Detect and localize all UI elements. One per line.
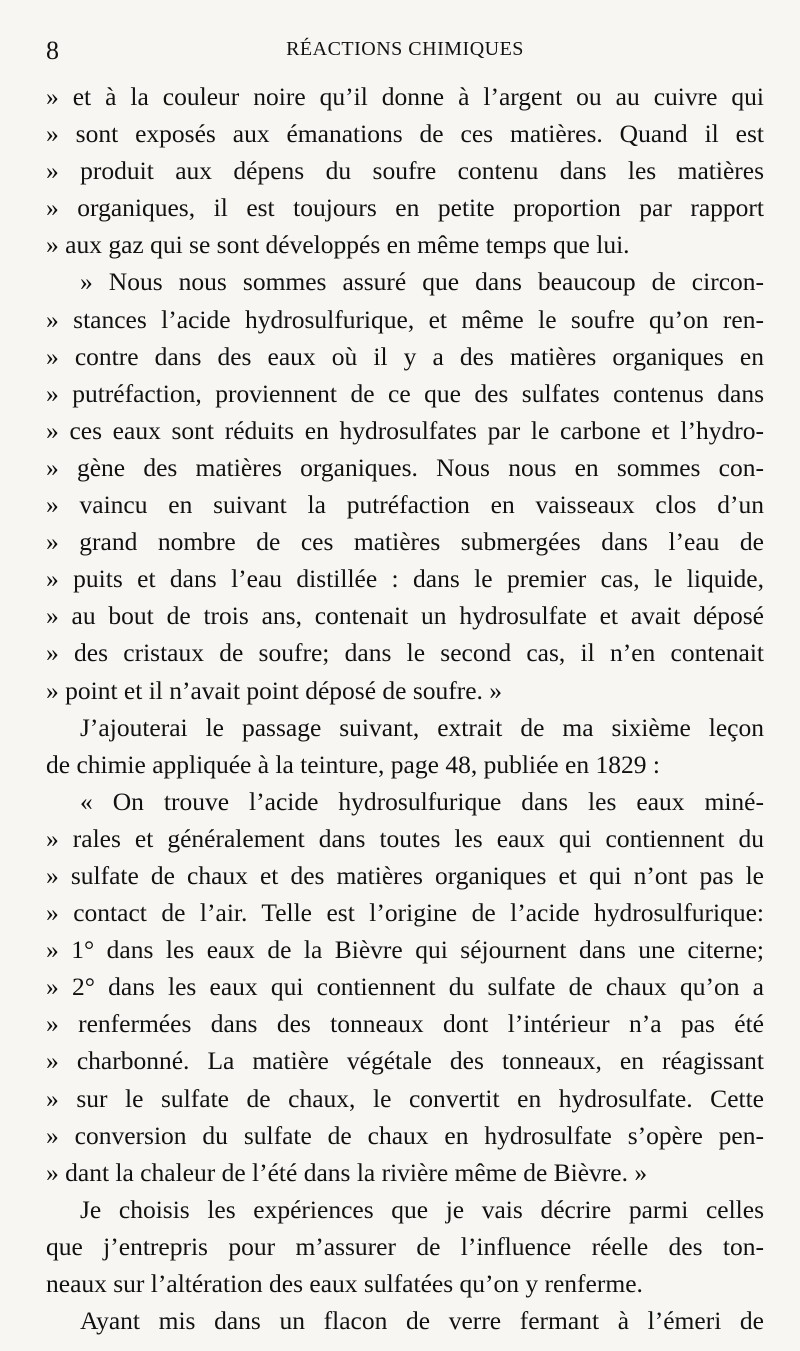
text-line: que j’entrepris pour m’assurer de l’influence réelle des ton-	[46, 1231, 764, 1261]
text-line: » rales et généralement dans toutes les eaux qui contiennent du	[46, 823, 764, 853]
text-line: » renfermées dans des tonneaux dont l’intérieur n’a pas été	[46, 1009, 764, 1039]
body-text	[46, 78, 764, 1339]
text-line: » grand nombre de ces matières submergées dans l’eau de	[46, 527, 764, 557]
text-line: » putréfaction, proviennent de ce que des sulfates contenus dans	[46, 378, 764, 408]
text-line: Ayant mis dans un flacon de verre fermant à l’émeri de	[80, 1306, 764, 1336]
text-line: » ces eaux sont réduits en hydrosulfates par le carbone et l’hydro-	[46, 415, 764, 445]
text-line: » dant la chaleur de l’été dans la rivière même de Bièvre. »	[46, 1157, 648, 1187]
text-line: » point et il n’avait point déposé de soufre. »	[46, 675, 503, 705]
text-line: » conversion du sulfate de chaux en hydrosulfate s’opère pen-	[46, 1120, 764, 1150]
text-line: J’ajouterai le passage suivant, extrait de ma sixième leçon	[80, 712, 764, 742]
text-line: » vaincu en suivant la putréfaction en vaisseaux clos d’un	[46, 490, 764, 520]
text-line: « On trouve l’acide hydrosulfurique dans les eaux miné-	[80, 786, 764, 816]
text-line: » au bout de trois ans, contenait un hydrosulfate et avait déposé	[46, 601, 764, 631]
text-line: » produit aux dépens du soufre contenu dans les matières	[46, 156, 764, 186]
text-line: Je choisis les expériences que je vais décrire parmi celles	[80, 1194, 764, 1224]
text-line: » stances l’acide hydrosulfurique, et même le soufre qu’on ren-	[46, 304, 764, 334]
text-line: » puits et dans l’eau distillée : dans le premier cas, le liquide,	[46, 564, 764, 594]
running-head: RÉACTIONS CHIMIQUES	[286, 38, 524, 60]
text-line: » charbonné. La matière végétale des tonneaux, en réagissant	[46, 1046, 764, 1076]
text-line: » des cristaux de soufre; dans le second cas, il n’en contenait	[46, 638, 764, 668]
text-line: » sulfate de chaux et des matières organiques et qui n’ont pas le	[46, 860, 764, 890]
text-line: » contact de l’air. Telle est l’origine de l’acide hydrosulfurique:	[46, 898, 764, 928]
text-line: » sur le sulfate de chaux, le convertit en hydrosulfate. Cette	[46, 1083, 764, 1113]
text-line: » 1° dans les eaux de la Bièvre qui séjournent dans une citerne;	[46, 935, 764, 965]
text-line: » aux gaz qui se sont développés en même temps que lui.	[46, 230, 630, 260]
text-line: » organiques, il est toujours en petite proportion par rapport	[46, 193, 764, 223]
text-line: neaux sur l’altération des eaux sulfatées qu’on y renferme.	[46, 1269, 643, 1298]
text-line: » sont exposés aux émanations de ces matières. Quand il est	[46, 119, 764, 149]
text-line: de chimie appliquée à la teinture, page 48, publiée en 1829 :	[46, 749, 660, 779]
page-number: 8	[46, 36, 59, 65]
text-line: » gène des matières organiques. Nous nous en sommes con-	[46, 452, 764, 482]
text-line: » et à la couleur noire qu’il donne à l’argent ou au cuivre qui	[46, 82, 764, 111]
page-header	[46, 30, 764, 70]
text-line: » 2° dans les eaux qui contiennent du sulfate de chaux qu’on a	[46, 972, 764, 1002]
text-line: » contre dans des eaux où il y a des matières organiques en	[46, 341, 764, 371]
text-line: » Nous nous sommes assuré que dans beaucoup de circon-	[80, 267, 764, 297]
